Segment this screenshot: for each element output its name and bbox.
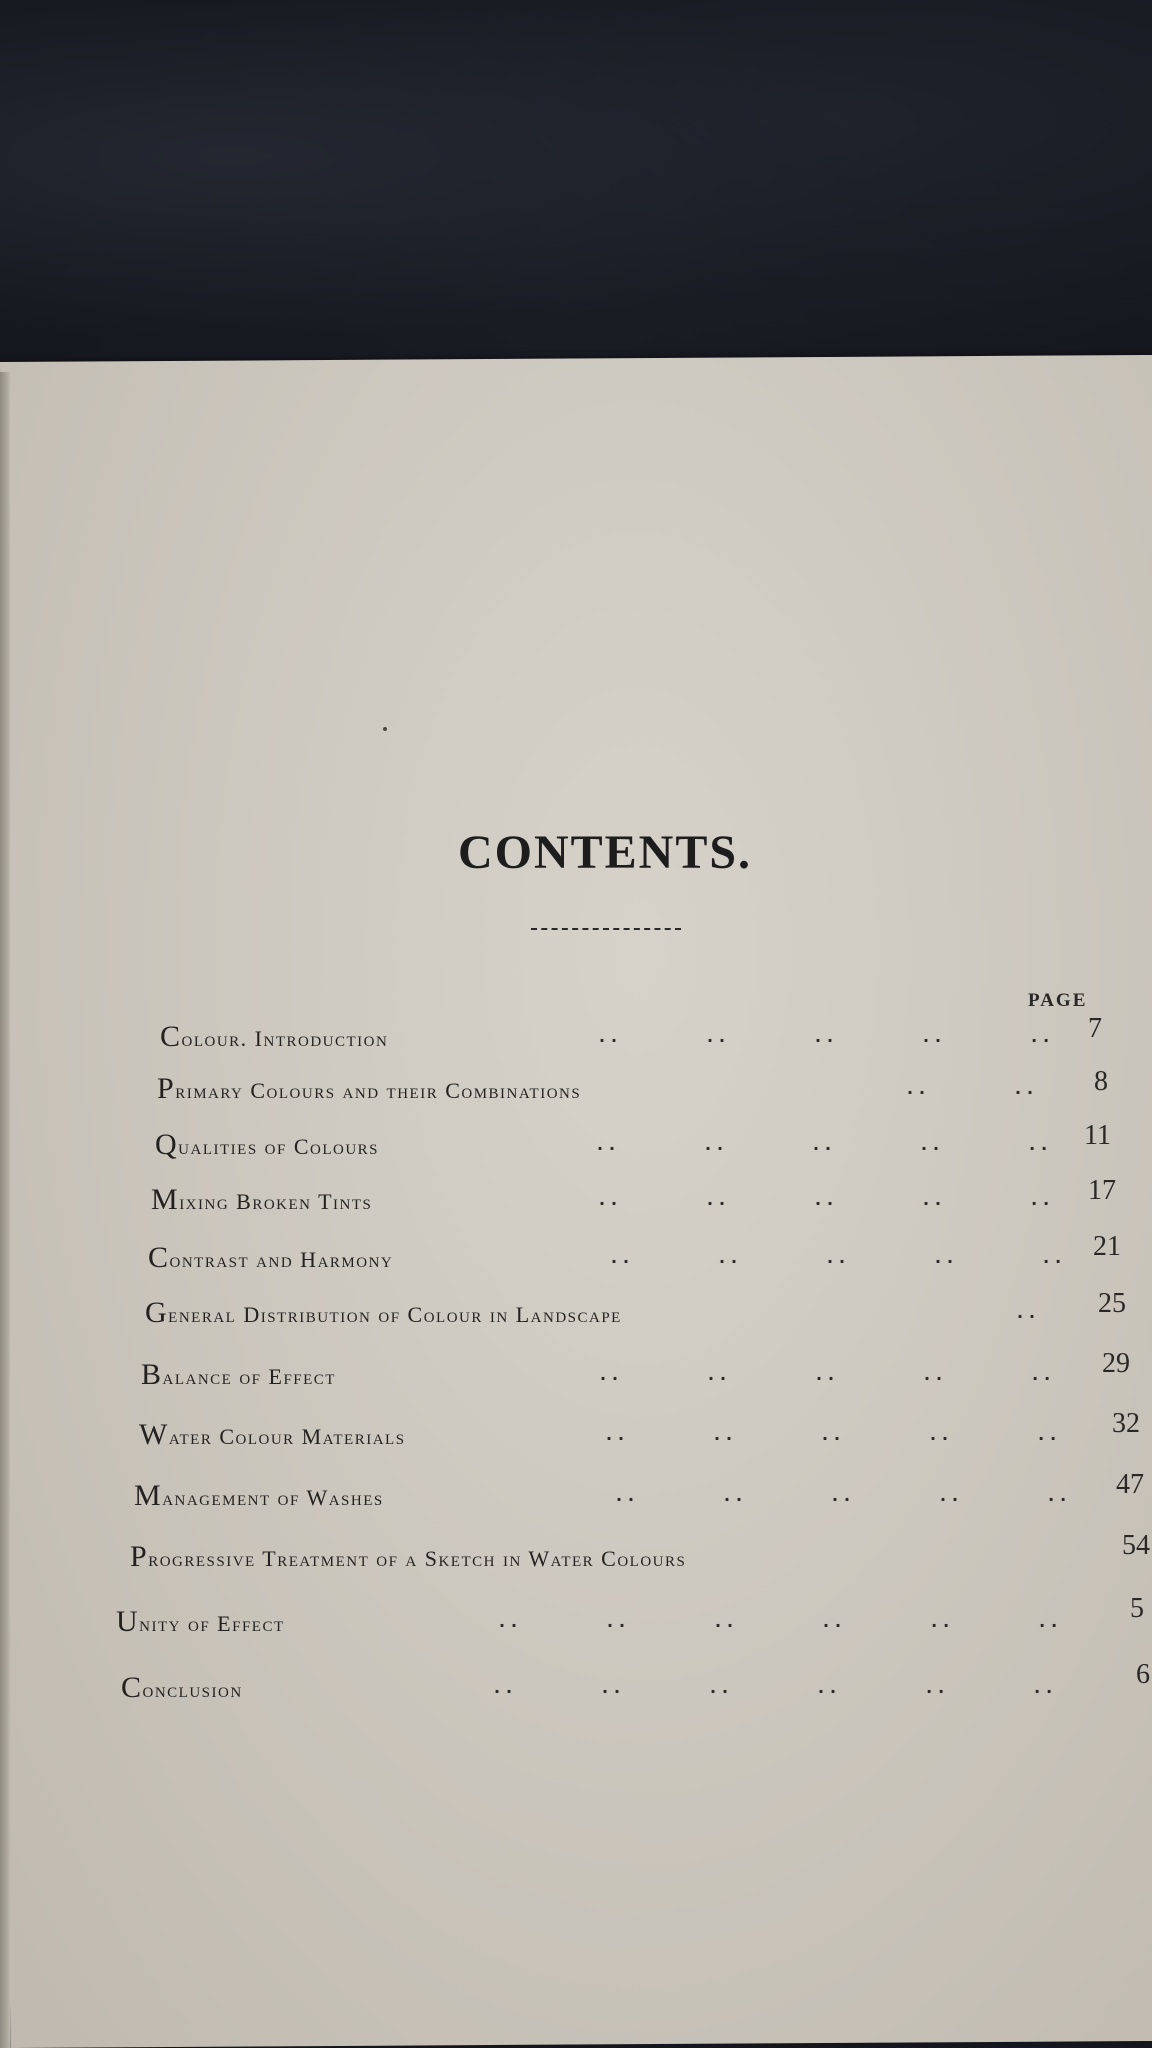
entry-page: 5 bbox=[1130, 1593, 1144, 1624]
entry-title: Progressive Treatment of a Sketch in Water Colours bbox=[130, 1540, 687, 1573]
entry-title: Management of Washes bbox=[134, 1479, 384, 1512]
entry-page: 6 bbox=[1136, 1659, 1150, 1690]
leader-dots: .. .. .. .. .. bbox=[596, 1026, 1053, 1049]
entry-title: Primary Colours and their Combinations bbox=[157, 1072, 582, 1105]
entry-title: Mixing Broken Tints bbox=[151, 1183, 373, 1216]
leader-dots: .. .. .. .. .. .. bbox=[491, 1677, 1056, 1700]
entry-title: General Distribution of Colour in Landscape bbox=[145, 1296, 622, 1329]
entry-page: 47 bbox=[1116, 1469, 1144, 1500]
entry-page: 21 bbox=[1093, 1231, 1121, 1262]
entry-page: 8 bbox=[1094, 1066, 1108, 1097]
leader-dots: .. bbox=[1014, 1302, 1039, 1325]
entry-page: 11 bbox=[1084, 1120, 1111, 1151]
entry-title: Conclusion bbox=[121, 1671, 243, 1704]
page-title: CONTENTS. bbox=[457, 826, 753, 879]
entry-page: 7 bbox=[1088, 1013, 1102, 1044]
entry-page: 17 bbox=[1088, 1175, 1116, 1206]
entry-title: Contrast and Harmony bbox=[148, 1241, 394, 1274]
entry-title: Colour. Introduction bbox=[160, 1020, 389, 1053]
leader-dots: .. .. .. .. .. bbox=[594, 1134, 1051, 1157]
leader-dots: .. .. .. .. .. .. bbox=[496, 1611, 1061, 1634]
leader-dots: .. .. .. .. .. bbox=[597, 1364, 1054, 1387]
entry-page: 54 bbox=[1122, 1530, 1150, 1561]
page-column-label: PAGE bbox=[1028, 990, 1088, 1011]
entry-page: 25 bbox=[1098, 1288, 1126, 1319]
entry-title: Water Colour Materials bbox=[139, 1418, 406, 1451]
entry-page: 29 bbox=[1102, 1348, 1130, 1379]
entry-page: 32 bbox=[1112, 1408, 1140, 1439]
leader-dots: .. .. .. .. .. bbox=[608, 1247, 1065, 1270]
leader-dots: .. .. bbox=[904, 1078, 1037, 1101]
entry-title: Qualities of Colours bbox=[155, 1128, 380, 1161]
leader-dots: .. .. .. .. .. bbox=[596, 1189, 1053, 1212]
leader-dots: .. .. .. .. .. bbox=[603, 1424, 1060, 1447]
entry-title: Unity of Effect bbox=[116, 1605, 285, 1638]
entry-title: Balance of Effect bbox=[141, 1358, 336, 1391]
leader-dots: .. .. .. .. .. bbox=[613, 1485, 1070, 1508]
